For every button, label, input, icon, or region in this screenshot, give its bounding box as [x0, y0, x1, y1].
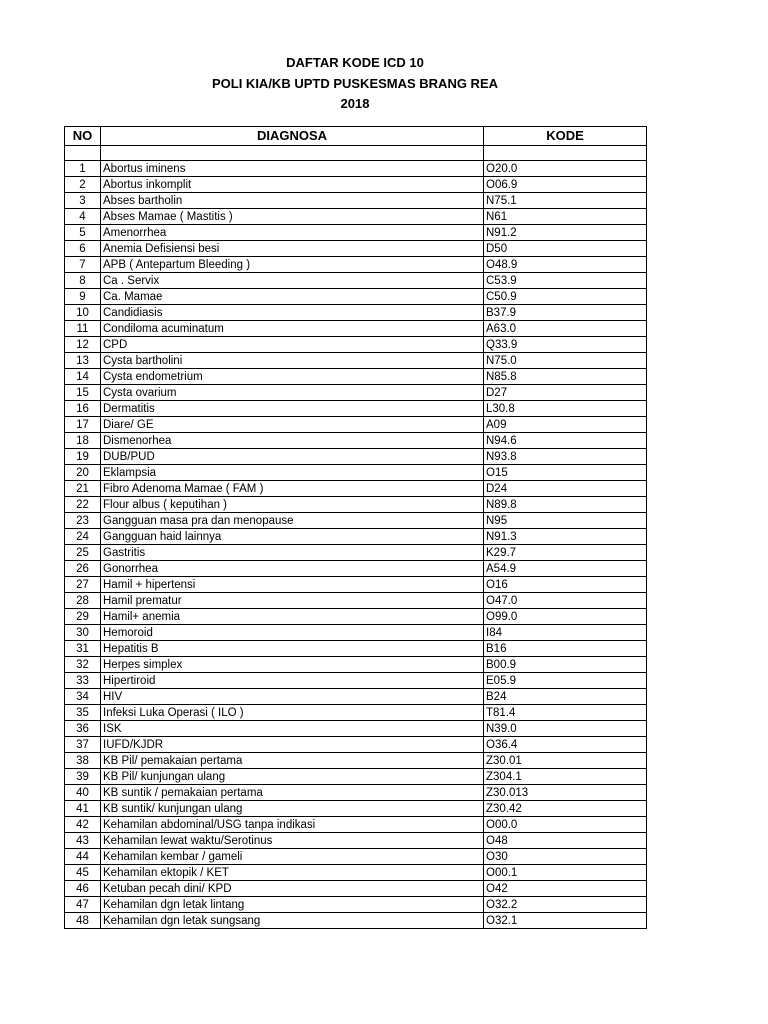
- table-row: [65, 417, 647, 433]
- row-number: 21: [65, 481, 101, 497]
- row-kode: K29.7: [484, 545, 647, 561]
- row-number: 34: [65, 689, 101, 705]
- row-diagnosa: Flour albus ( keputihan ): [101, 497, 484, 513]
- row-kode: O48: [484, 833, 647, 849]
- row-number: 11: [65, 321, 101, 337]
- row-kode: A09: [484, 417, 647, 433]
- row-number: 32: [65, 657, 101, 673]
- row-diagnosa: Amenorrhea: [101, 225, 484, 241]
- row-diagnosa: Kehamilan ektopik / KET: [101, 865, 484, 881]
- row-kode: N91.2: [484, 225, 647, 241]
- row-number: 26: [65, 561, 101, 577]
- table-row: [65, 897, 647, 913]
- row-kode: O32.2: [484, 897, 647, 913]
- row-number: 27: [65, 577, 101, 593]
- table-row: [65, 689, 647, 705]
- row-diagnosa: IUFD/KJDR: [101, 737, 484, 753]
- row-kode: O42: [484, 881, 647, 897]
- row-diagnosa: ISK: [101, 721, 484, 737]
- row-kode: O16: [484, 577, 647, 593]
- row-number: 40: [65, 785, 101, 801]
- row-kode: N94.6: [484, 433, 647, 449]
- row-number: 30: [65, 625, 101, 641]
- table-row: [65, 481, 647, 497]
- row-number: 29: [65, 609, 101, 625]
- table-row: [65, 289, 647, 305]
- table-row: [65, 273, 647, 289]
- table-row: [65, 305, 647, 321]
- row-kode: E05.9: [484, 673, 647, 689]
- row-diagnosa: Hamil + hipertensi: [101, 577, 484, 593]
- row-number: 7: [65, 257, 101, 273]
- row-number: 2: [65, 177, 101, 193]
- icd-code-table: [64, 126, 647, 929]
- row-kode: C53.9: [484, 273, 647, 289]
- row-diagnosa: Gonorrhea: [101, 561, 484, 577]
- row-kode: A63.0: [484, 321, 647, 337]
- table-row: [65, 177, 647, 193]
- column-header-kode: KODE: [484, 127, 647, 146]
- table-row: [65, 705, 647, 721]
- row-number: 23: [65, 513, 101, 529]
- row-diagnosa: Hemoroid: [101, 625, 484, 641]
- table-row: [65, 737, 647, 753]
- row-kode: N93.8: [484, 449, 647, 465]
- column-header-no: NO: [65, 127, 101, 146]
- row-number: 44: [65, 849, 101, 865]
- table-row: [65, 433, 647, 449]
- row-kode: Z30.42: [484, 801, 647, 817]
- row-kode: O00.1: [484, 865, 647, 881]
- table-row: [65, 193, 647, 209]
- row-diagnosa: Abortus iminens: [101, 161, 484, 177]
- row-diagnosa: Hipertiroid: [101, 673, 484, 689]
- row-number: 38: [65, 753, 101, 769]
- row-number: 20: [65, 465, 101, 481]
- row-kode: Z30.013: [484, 785, 647, 801]
- row-diagnosa: Ca . Servix: [101, 273, 484, 289]
- row-diagnosa: Ca. Mamae: [101, 289, 484, 305]
- row-diagnosa: Ketuban pecah dini/ KPD: [101, 881, 484, 897]
- row-diagnosa: Dermatitis: [101, 401, 484, 417]
- row-diagnosa: CPD: [101, 337, 484, 353]
- row-number: 46: [65, 881, 101, 897]
- document-year: 2018: [340, 96, 370, 111]
- row-diagnosa: Hamil+ anemia: [101, 609, 484, 625]
- row-kode: N85.8: [484, 369, 647, 385]
- row-kode: Z30.01: [484, 753, 647, 769]
- row-diagnosa: Hepatitis B: [101, 641, 484, 657]
- row-number: 9: [65, 289, 101, 305]
- row-number: 35: [65, 705, 101, 721]
- row-diagnosa: Gastritis: [101, 545, 484, 561]
- table-header-row: [65, 127, 647, 146]
- row-number: 43: [65, 833, 101, 849]
- row-number: 6: [65, 241, 101, 257]
- row-diagnosa: Abses Mamae ( Mastitis ): [101, 209, 484, 225]
- table-row: [65, 225, 647, 241]
- row-diagnosa: KB suntik / pemakaian pertama: [101, 785, 484, 801]
- row-diagnosa: Gangguan masa pra dan menopause: [101, 513, 484, 529]
- table-row: [65, 257, 647, 273]
- row-kode: A54.9: [484, 561, 647, 577]
- row-diagnosa: Dismenorhea: [101, 433, 484, 449]
- row-number: 24: [65, 529, 101, 545]
- row-kode: O00.0: [484, 817, 647, 833]
- table-row: [65, 209, 647, 225]
- table-row: [65, 721, 647, 737]
- row-diagnosa: Hamil prematur: [101, 593, 484, 609]
- row-diagnosa: Cysta ovarium: [101, 385, 484, 401]
- row-diagnosa: Candidiasis: [101, 305, 484, 321]
- row-kode: N75.0: [484, 353, 647, 369]
- row-diagnosa: Infeksi Luka Operasi ( ILO ): [101, 705, 484, 721]
- blank-row: [65, 146, 647, 161]
- row-kode: D24: [484, 481, 647, 497]
- row-kode: N75.1: [484, 193, 647, 209]
- table-row: [65, 369, 647, 385]
- row-number: 28: [65, 593, 101, 609]
- row-diagnosa: KB suntik/ kunjungan ulang: [101, 801, 484, 817]
- row-kode: O20.0: [484, 161, 647, 177]
- table-row: [65, 465, 647, 481]
- row-diagnosa: Abortus inkomplit: [101, 177, 484, 193]
- table-row: [65, 545, 647, 561]
- table-row: [65, 849, 647, 865]
- row-number: 17: [65, 417, 101, 433]
- row-number: 10: [65, 305, 101, 321]
- row-kode: O15: [484, 465, 647, 481]
- row-diagnosa: Eklampsia: [101, 465, 484, 481]
- row-kode: N61: [484, 209, 647, 225]
- row-kode: T81.4: [484, 705, 647, 721]
- row-number: 22: [65, 497, 101, 513]
- table-row: [65, 801, 647, 817]
- table-row: [65, 865, 647, 881]
- row-kode: N91.3: [484, 529, 647, 545]
- table-row: [65, 609, 647, 625]
- row-diagnosa: Kehamilan lewat waktu/Serotinus: [101, 833, 484, 849]
- row-diagnosa: DUB/PUD: [101, 449, 484, 465]
- row-number: 14: [65, 369, 101, 385]
- row-diagnosa: KB Pil/ kunjungan ulang: [101, 769, 484, 785]
- row-kode: L30.8: [484, 401, 647, 417]
- table-row: [65, 593, 647, 609]
- row-kode: N89.8: [484, 497, 647, 513]
- row-number: 42: [65, 817, 101, 833]
- table-row: [65, 913, 647, 929]
- row-number: 31: [65, 641, 101, 657]
- row-number: 5: [65, 225, 101, 241]
- row-kode: O99.0: [484, 609, 647, 625]
- row-kode: O36.4: [484, 737, 647, 753]
- row-kode: I84: [484, 625, 647, 641]
- row-number: 3: [65, 193, 101, 209]
- row-diagnosa: Cysta endometrium: [101, 369, 484, 385]
- column-header-diagnosa: DIAGNOSA: [101, 127, 484, 146]
- row-diagnosa: HIV: [101, 689, 484, 705]
- table-row: [65, 561, 647, 577]
- row-kode: B16: [484, 641, 647, 657]
- row-kode: Z304.1: [484, 769, 647, 785]
- table-row: [65, 673, 647, 689]
- table-row: [65, 353, 647, 369]
- table-row: [65, 497, 647, 513]
- row-number: 8: [65, 273, 101, 289]
- table-row: [65, 241, 647, 257]
- row-kode: B00.9: [484, 657, 647, 673]
- row-number: 47: [65, 897, 101, 913]
- row-diagnosa: Diare/ GE: [101, 417, 484, 433]
- row-number: 39: [65, 769, 101, 785]
- row-kode: O32.1: [484, 913, 647, 929]
- table-row: [65, 513, 647, 529]
- table-row: [65, 161, 647, 177]
- row-kode: O48.9: [484, 257, 647, 273]
- document-title: DAFTAR KODE ICD 10: [286, 55, 424, 70]
- table-row: [65, 577, 647, 593]
- row-number: 15: [65, 385, 101, 401]
- row-number: 4: [65, 209, 101, 225]
- row-number: 33: [65, 673, 101, 689]
- table-row: [65, 641, 647, 657]
- row-kode: N95: [484, 513, 647, 529]
- table-row: [65, 657, 647, 673]
- row-number: 25: [65, 545, 101, 561]
- row-number: 36: [65, 721, 101, 737]
- row-number: 12: [65, 337, 101, 353]
- table-row: [65, 833, 647, 849]
- row-diagnosa: Kehamilan kembar / gameli: [101, 849, 484, 865]
- row-diagnosa: Fibro Adenoma Mamae ( FAM ): [101, 481, 484, 497]
- row-diagnosa: Herpes simplex: [101, 657, 484, 673]
- row-diagnosa: APB ( Antepartum Bleeding ): [101, 257, 484, 273]
- row-number: 41: [65, 801, 101, 817]
- row-number: 16: [65, 401, 101, 417]
- row-kode: O06.9: [484, 177, 647, 193]
- row-diagnosa: Cysta bartholini: [101, 353, 484, 369]
- row-diagnosa: Anemia Defisiensi besi: [101, 241, 484, 257]
- table-row: [65, 449, 647, 465]
- row-diagnosa: Gangguan haid lainnya: [101, 529, 484, 545]
- row-kode: D50: [484, 241, 647, 257]
- document-subtitle: POLI KIA/KB UPTD PUSKESMAS BRANG REA: [211, 76, 499, 91]
- row-diagnosa: Kehamilan dgn letak lintang: [101, 897, 484, 913]
- row-kode: O30: [484, 849, 647, 865]
- row-number: 45: [65, 865, 101, 881]
- table-row: [65, 753, 647, 769]
- table-row: [65, 337, 647, 353]
- row-diagnosa: Kehamilan dgn letak sungsang: [101, 913, 484, 929]
- row-kode: N39.0: [484, 721, 647, 737]
- row-number: 48: [65, 913, 101, 929]
- row-number: 13: [65, 353, 101, 369]
- table-row: [65, 321, 647, 337]
- table-row: [65, 785, 647, 801]
- row-kode: C50.9: [484, 289, 647, 305]
- row-diagnosa: Condiloma acuminatum: [101, 321, 484, 337]
- row-number: 37: [65, 737, 101, 753]
- row-number: 1: [65, 161, 101, 177]
- table-row: [65, 769, 647, 785]
- row-kode: Q33.9: [484, 337, 647, 353]
- row-number: 18: [65, 433, 101, 449]
- row-diagnosa: KB Pil/ pemakaian pertama: [101, 753, 484, 769]
- row-number: 19: [65, 449, 101, 465]
- table-row: [65, 529, 647, 545]
- row-kode: D27: [484, 385, 647, 401]
- table-row: [65, 401, 647, 417]
- row-diagnosa: Kehamilan abdominal/USG tanpa indikasi: [101, 817, 484, 833]
- row-kode: B24: [484, 689, 647, 705]
- table-row: [65, 817, 647, 833]
- table-row: [65, 385, 647, 401]
- row-diagnosa: Abses bartholin: [101, 193, 484, 209]
- table-row: [65, 625, 647, 641]
- row-kode: O47.0: [484, 593, 647, 609]
- table-row: [65, 881, 647, 897]
- row-kode: B37.9: [484, 305, 647, 321]
